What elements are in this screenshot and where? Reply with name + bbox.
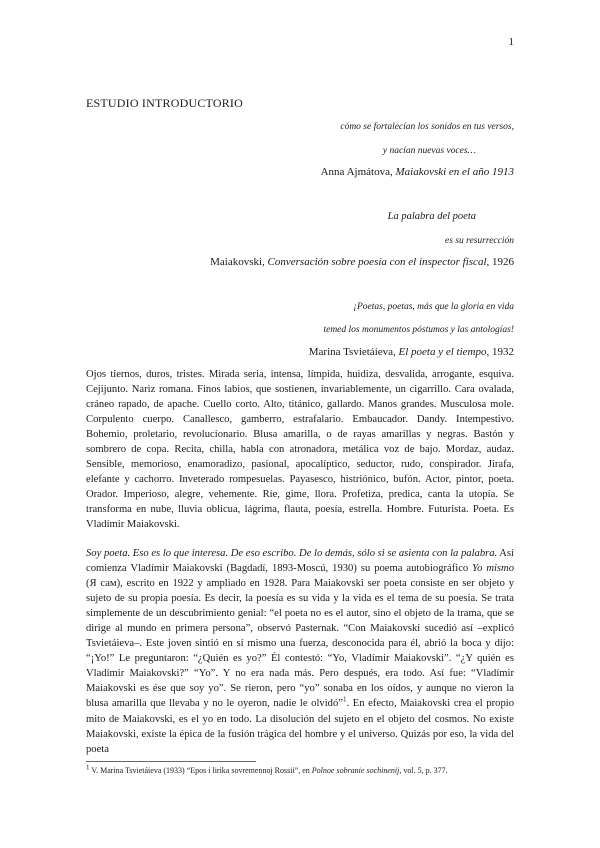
body-paragraph-2: Soy poeta. Eso es lo que interesa. De eso escribo. De lo demás, sólo si se asienta con la palabra. Así comienza Vladímir Maiakovski (Bagdadí, 1893-Moscú, 1930) su poema autobiográfico Yo mismo (Я сам), escrito en 1922 y ampliado en 1928. Para Maiakovski ser poeta consiste en ser objeto y sujeto de su propia poesía. Es decir, la poesía es su vida y la vida es el tema de su poesía. Se trata simplemente de un descubrimiento genial: “el poeta no es el autor, sino el objeto de la trama, que se dirige al mundo en primera persona”, observó Pasternak. “Con Maiakovski sucedió así –explicó Tsvietáieva–. Este joven sintió en sí mismo una fuerza, desconocida para él, abrió la boca y dijo: “¡Yo!” Le preguntaron: “¿Quién es yo?” Él contestó: “Yo, Vladímir Maiakovski”. “¿Y quién es Vladímir Maiakovski?” “Yo”. Y no era nada más. Pero después, era todo. Así fue: “Vladímir Maiakovski es ése que soy yo”. Se rieron, pero “yo” sonaba en los oídos, y aunque no vieron la blusa amarilla que llevaba y no le oyeron, nadie le olvidó”$^1$. En efecto, Maiakovski crea el propio mito de Maiakovski, es el yo en todo. La disolución del sujeto en el objeto del cosmos. No existe Maiakovski, existe la épica de la fusión trágica del hombre y el universo. Quizás por eso, la vida del poeta <box>86 548 514 755</box>
footnote-reference[interactable]: 1 <box>342 695 347 704</box>
epigraph-3-line-2: temed los monumentos póstumos y las antologías! <box>323 325 514 335</box>
epigraph-1-attribution: Anna Ajmátova, Maiakovski en el año 1913 <box>320 166 514 178</box>
page-number: 1 <box>508 36 514 48</box>
footnote-divider <box>86 761 256 762</box>
epigraph-2-line-2: es su resurrección <box>445 236 514 246</box>
epigraph-2-line-1: La palabra del poeta <box>387 211 476 222</box>
section-heading: ESTUDIO INTRODUCTORIO <box>86 96 243 110</box>
epigraph-3-line-1: ¡Poetas, poetas, más que la gloria en vida <box>353 302 514 312</box>
epigraph-2-attribution: Maiakovski, Conversación sobre poesía con el inspector fiscal, 1926 <box>210 256 514 268</box>
epigraph-3-attribution: Marina Tsvietáieva, El poeta y el tiempo, 1932 <box>308 346 514 358</box>
epigraph-1-line-1: cómo se fortalecían los sonidos en tus versos, <box>340 122 514 132</box>
epigraph-1-line-2: y nacían nuevas voces… <box>382 146 476 156</box>
opening-quote: Soy poeta. Eso es lo que interesa. De eso escribo. De lo demás, sólo si se asienta con la palabra. <box>86 548 498 559</box>
footnote: $^1$ V. Marina Tsvietáieva (1933) “Epos i lirika sovremennoj Rossii”, en Polnoe sobranie sochinenij, vol. 5, p. 377. <box>86 763 448 775</box>
work-title: Yo mismo <box>472 563 514 575</box>
body-paragraph-1: Ojos tiernos, duros, tristes. Mirada seria, intensa, límpida, huidiza, desvalida, arrogante, esquiva. Cejijunto. Nariz romana. Finos labios, que sostienen, invariablemente, un cigarrillo. Cara ovalada, cráneo rapado, de apache. Cuello corto. Alto, titánico, gallardo. Manos grandes. Musculosa mole. Corpulento cuerpo. Canallesco, gamberro, estrafalario. Embaucador. Dandy. Intempestivo. Bohemio, proletario, revolucionario. Blusa amarilla, o de rayas amarillas y negras. Bastón y sombrero de copa. Recita, chilla, habla con atronadora, metálica voz de bajo. Mordaz, audaz. Sensible, memorioso, enamoradizo, pasional, apocalíptico, seductor, rudo, conspirador. Jirafa, elefante y cachorro. Inveterado rompesuelas. Payasesco, histriónico, bufón. Actor, pintor, poeta. Orador. Imperioso, alegre, vehemente. Ríe, gime, llora. Profetiza, predica, canta la utopía. Se transforma en nube, lluvia oblicua, lágrima, flauta, poesía, estrella. Hombre. Futurista. Poeta. Es Vladímir Maiakovski. <box>86 369 514 531</box>
